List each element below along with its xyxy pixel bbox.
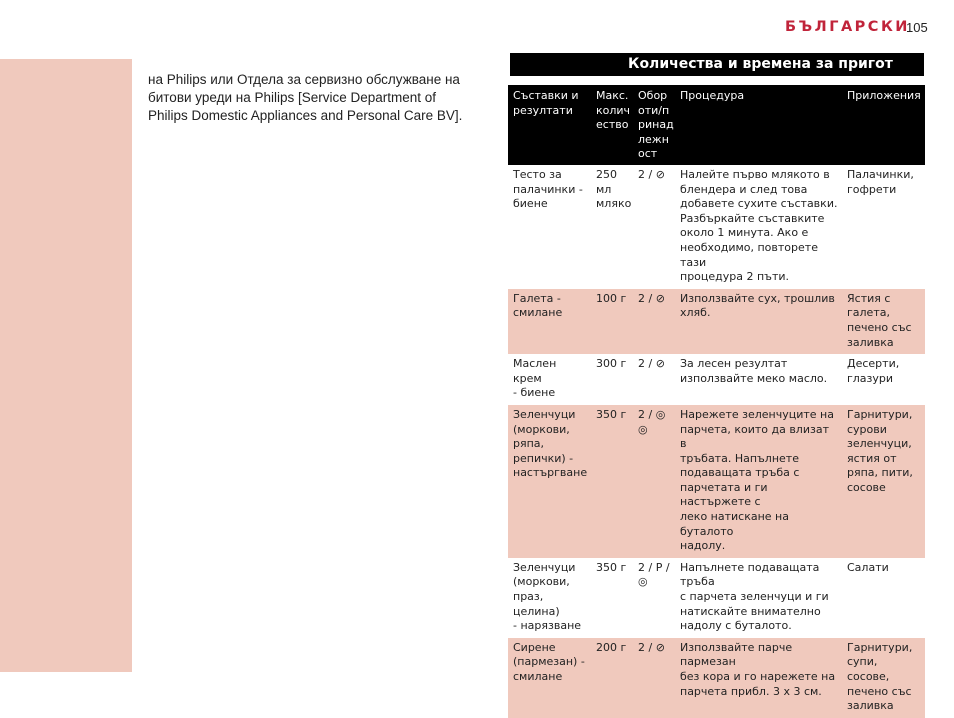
cell-ingredient: Тесто за палачинки - биене <box>508 165 591 289</box>
cell-ingredient: Маслен крем - биене <box>508 354 591 405</box>
cell-procedure: Използвайте сух, трошлив хляб. <box>675 289 842 354</box>
cell-speed: 2 / ⊘ <box>633 638 675 718</box>
cell-quantity: 300 г <box>591 354 633 405</box>
cell-quantity: 350 г <box>591 558 633 638</box>
cell-quantity: 200 г <box>591 638 633 718</box>
column-header-speed: Обор оти/п ринад лежн ост <box>633 85 675 165</box>
cell-procedure: Напълнете подаващата тръба с парчета зеленчуци и ги натискайте внимателно надолу с буталото. <box>675 558 842 638</box>
left-column-text <box>148 71 463 125</box>
cell-ingredient: Зеленчуци (моркови, ряпа, репички) - настъргване <box>508 405 591 558</box>
column-header-quantity: Макс. колич ество <box>591 85 633 165</box>
cell-ingredient: Галета - смилане <box>508 289 591 354</box>
table-row <box>508 638 925 718</box>
table-title: Количества и времена за пригот <box>628 56 893 72</box>
table-row <box>508 405 925 558</box>
cell-procedure: За лесен резултат използвайте меко масло. <box>675 354 842 405</box>
table-row <box>508 289 925 354</box>
table-row <box>508 354 925 405</box>
side-color-band <box>0 59 132 672</box>
cell-ingredient: Зеленчуци (моркови, праз, целина) - нарязване <box>508 558 591 638</box>
cell-speed: 2 / ⊘ <box>633 289 675 354</box>
table-header-row <box>508 85 925 165</box>
cell-ingredient: Сирене (пармезан) - смилане <box>508 638 591 718</box>
cell-speed: 2 / ⊘ <box>633 354 675 405</box>
text-line: битови уреди на Philips [Service Department of <box>148 90 437 105</box>
column-header-procedure: Процедура <box>675 85 842 165</box>
column-header-applications: Приложения <box>842 85 925 165</box>
page-number: 105 <box>906 20 928 35</box>
cell-applications: Палачинки, гофрети <box>842 165 925 289</box>
language-heading: БЪЛГАРСКИ <box>785 19 910 35</box>
column-header-ingredients: Съставки и резултати <box>508 85 591 165</box>
cell-quantity: 350 г <box>591 405 633 558</box>
cell-procedure: Налейте първо млякото в блендера и след това добавете сухите съставки. Разбъркайте съставките около 1 минута. Ако е необходимо, повторете тази процедура 2 пъти. <box>675 165 842 289</box>
text-line: на Philips или Отдела за сервизно обслужване на <box>148 72 460 87</box>
cell-speed: 2 / ◎ ◎ <box>633 405 675 558</box>
text-line: Philips Domestic Appliances and Personal Care BV]. <box>148 108 463 123</box>
table-title-bar <box>510 53 924 76</box>
quantities-table <box>508 85 925 718</box>
cell-applications: Гарнитури, сурови зеленчуци, ястия от ряпа, пити, сосове <box>842 405 925 558</box>
cell-procedure: Нарежете зеленчуците на парчета, които да влизат в тръбата. Напълнете подаващата тръба с парчетата и ги настържете с леко натискане на буталото надолу. <box>675 405 842 558</box>
cell-applications: Десерти, глазури <box>842 354 925 405</box>
cell-applications: Гарнитури, супи, сосове, печено със заливка <box>842 638 925 718</box>
cell-speed: 2 / P / ◎ <box>633 558 675 638</box>
cell-speed: 2 / ⊘ <box>633 165 675 289</box>
cell-procedure: Използвайте парче пармезан без кора и го нарежете на парчета прибл. 3 x 3 см. <box>675 638 842 718</box>
cell-quantity: 250 мл мляко <box>591 165 633 289</box>
table-row <box>508 558 925 638</box>
cell-quantity: 100 г <box>591 289 633 354</box>
table-row <box>508 165 925 289</box>
cell-applications: Ястия с галета, печено със заливка <box>842 289 925 354</box>
cell-applications: Салати <box>842 558 925 638</box>
